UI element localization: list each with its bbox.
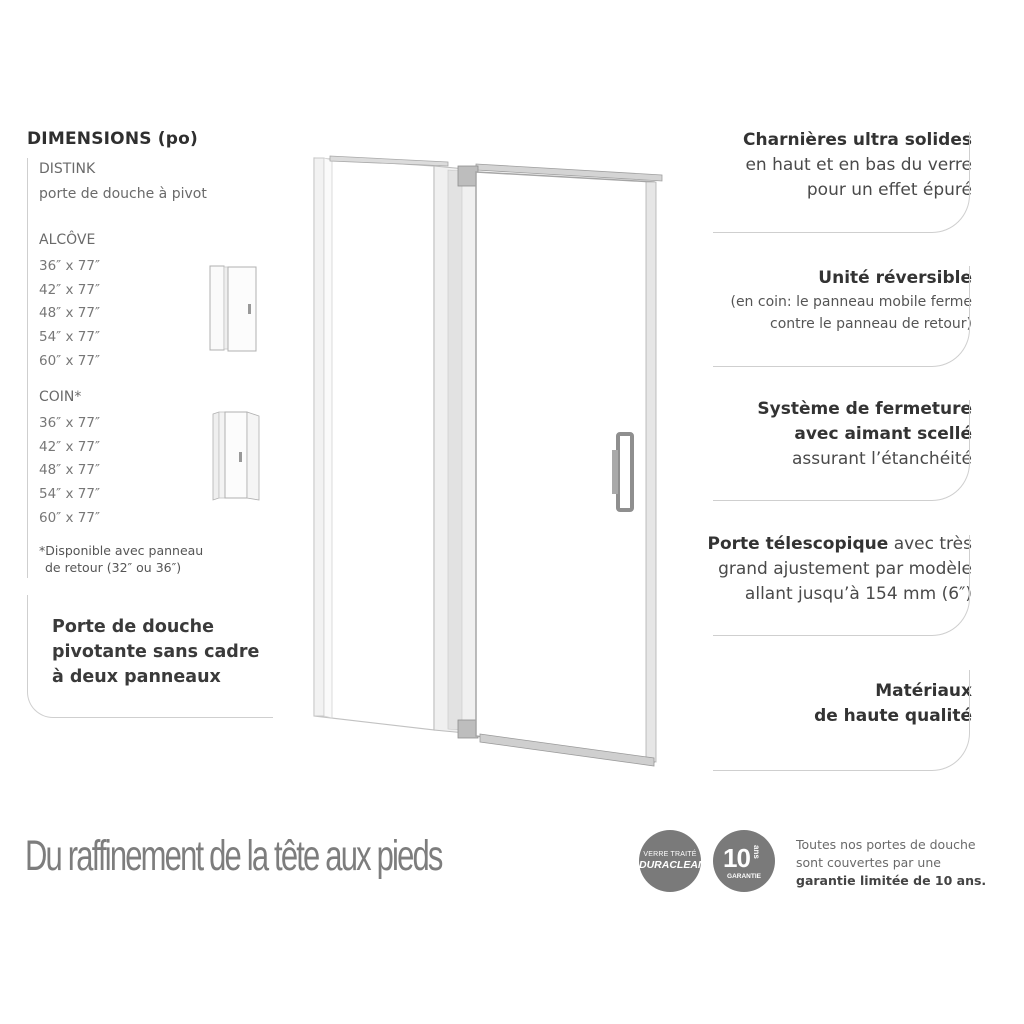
duraclean-badge-icon — [639, 830, 706, 892]
feature-title: Unité réversible — [818, 268, 972, 288]
feature-detail: en haut et en bas du verre — [745, 155, 972, 175]
feature-detail: pour un effet épuré — [806, 180, 972, 200]
tagline: Du raffinement de la tête aux pieds — [25, 832, 442, 880]
feature-detail: (en coin: le panneau mobile ferme — [730, 294, 972, 310]
product-type: porte de douche à pivot — [39, 186, 207, 202]
feature-detail: grand ajustement par modèle — [718, 559, 972, 579]
description-line: Porte de douche — [52, 617, 215, 637]
corner-size: 54″ x 77″ — [39, 486, 101, 502]
warranty-line: sont couvertes par une — [796, 855, 941, 870]
warranty-line: Toutes nos portes de douche — [796, 837, 976, 852]
alcove-size: 48″ x 77″ — [39, 305, 101, 321]
badge-text: VERRE TRAITÉ — [643, 851, 697, 858]
note-line: de retour (32″ ou 36″) — [45, 560, 182, 575]
feature-frame — [713, 266, 970, 367]
corner-size: 42″ x 77″ — [39, 439, 101, 455]
feature-title: Porte télescopique — [707, 534, 889, 554]
corner-size: 48″ x 77″ — [39, 462, 101, 478]
feature-detail: avec très — [888, 534, 972, 554]
badge-brand: DURACLEAN — [639, 859, 706, 871]
alcove-size: 42″ x 77″ — [39, 282, 101, 298]
corner-size: 36″ x 77″ — [39, 415, 101, 431]
feature-title: de haute qualité — [814, 706, 972, 726]
feature-frame — [713, 132, 970, 233]
feature-title: avec aimant scellé — [794, 424, 972, 444]
product-description — [52, 615, 259, 690]
feature-detail: contre le panneau de retour) — [770, 316, 972, 332]
corner-thumbnail-icon — [205, 408, 265, 504]
alcove-size: 36″ x 77″ — [39, 258, 101, 274]
model-name: DISTINK — [39, 161, 96, 177]
feature-frame — [713, 535, 970, 636]
corner-label: COIN* — [39, 389, 82, 405]
alcove-label: ALCÔVE — [39, 232, 96, 248]
badge-unit: ans — [752, 845, 761, 859]
badge-word: GARANTIE — [727, 873, 761, 880]
availability-note — [39, 542, 203, 576]
left-divider — [27, 158, 28, 578]
feature-detail: allant jusqu’à 154 mm (6″) — [744, 584, 972, 604]
corner-size: 60″ x 77″ — [39, 510, 101, 526]
feature-title: Matériaux — [875, 681, 972, 701]
alcove-thumbnail-icon — [205, 262, 261, 354]
dimensions-title: DIMENSIONS (po) — [27, 129, 198, 149]
warranty-badge-icon — [713, 830, 775, 892]
feature-title: Système de fermeture — [757, 399, 972, 419]
feature-title: Charnières ultra solides — [743, 130, 972, 150]
feature-frame — [713, 670, 970, 771]
feature-detail: assurant l’étanchéité — [791, 449, 972, 469]
shower-door-illustration — [300, 150, 672, 770]
description-line: à deux panneaux — [52, 667, 221, 687]
warranty-text — [796, 836, 986, 890]
feature-frame — [713, 400, 970, 501]
alcove-size: 54″ x 77″ — [39, 329, 101, 345]
note-line: *Disponible avec panneau — [39, 543, 204, 558]
alcove-size: 60″ x 77″ — [39, 353, 101, 369]
description-line: pivotante sans cadre — [52, 642, 260, 662]
warranty-line: garantie limitée de 10 ans. — [796, 873, 987, 888]
badge-years: 10 — [723, 843, 750, 873]
